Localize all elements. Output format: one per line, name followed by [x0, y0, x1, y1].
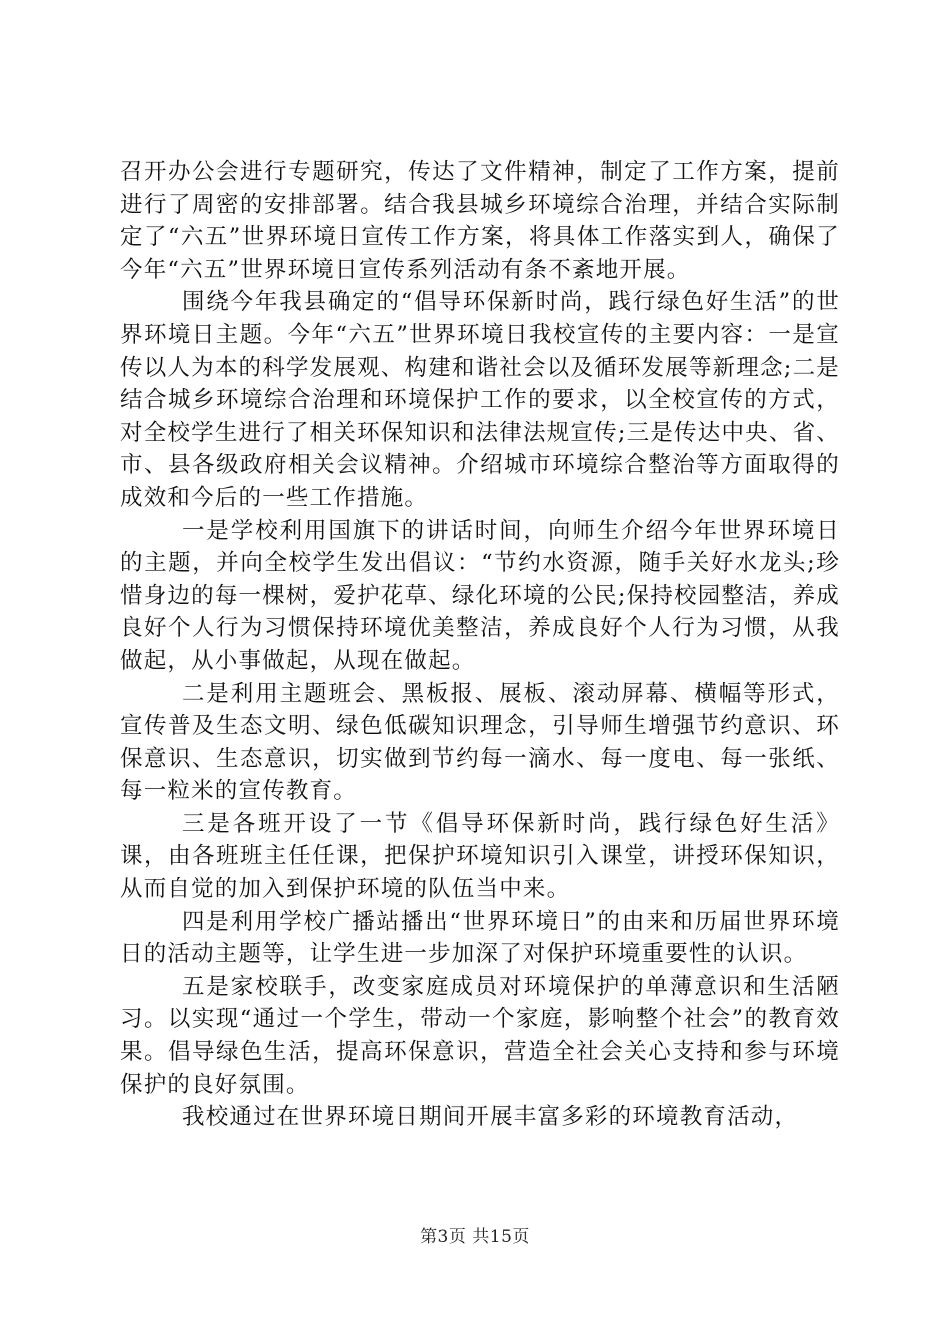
- paragraph-theme: 围绕今年我县确定的“倡导环保新时尚，践行绿色好生活”的世界环境日主题。今年“六五”世界环境日我校宣传的主要内容：一是宣传以人为本的科学发展观、构建和谐社会以及循环发展等新理念;二是结合城乡环境综合治理和环境保护工作的要求，以全校宣传的方式，对全校学生进行了相关环保知识和法律法规宣传;三是传达中央、省、市、县各级政府相关会议精神。介绍城市环境综合整治等方面取得的成效和今后的一些工作措施。: [120, 289, 840, 511]
- paragraph-activity-two: 二是利用主题班会、黑板报、展板、滚动屏幕、横幅等形式，宣传普及生态文明、绿色低碳知识理念，引导师生增强节约意识、环保意识、生态意识，切实做到节约每一滴水、每一度电、每一张纸、每一粒米的宣传教育。: [120, 680, 840, 805]
- document-body: [120, 156, 840, 1134]
- paragraph-activity-one: 一是学校利用国旗下的讲话时间，向师生介绍今年世界环境日的主题，并向全校学生发出倡议：“节约水资源，随手关好水龙头;珍惜身边的每一棵树，爱护花草、绿化环境的公民;保持校园整洁，养成良好个人行为习惯保持环境优美整洁，养成良好个人行为习惯，从我做起，从小事做起，从现在做起。: [120, 517, 840, 674]
- paragraph-activity-five: 五是家校联手，改变家庭成员对环境保护的单薄意识和生活陋习。以实现“通过一个学生，带动一个家庭，影响整个社会”的教育效果。倡导绿色生活，提高环保意识，营造全社会关心支持和参与环境保护的良好氛围。: [120, 973, 840, 1098]
- page-number-footer: 第3页 共15页: [420, 1227, 530, 1247]
- paragraph-activity-four: 四是利用学校广播站播出“世界环境日”的由来和历届世界环境日的活动主题等，让学生进一步加深了对保护环境重要性的认识。: [120, 908, 840, 968]
- paragraph-activity-three: 三是各班开设了一节《倡导环保新时尚，践行绿色好生活》课，由各班班主任任课，把保护环境知识引入课堂，讲授环保知识，从而自觉的加入到保护环境的队伍当中来。: [120, 810, 840, 903]
- paragraph-summary: 我校通过在世界环境日期间开展丰富多彩的环境教育活动，: [182, 1104, 799, 1131]
- paragraph-continuation: 召开办公会进行专题研究，传达了文件精神，制定了工作方案，提前进行了周密的安排部署。结合我县城乡环境综合治理，并结合实际制定了“六五”世界环境日宣传工作方案，将具体工作落实到人，确保了今年“六五”世界环境日宣传系列活动有条不紊地开展。: [120, 159, 840, 283]
